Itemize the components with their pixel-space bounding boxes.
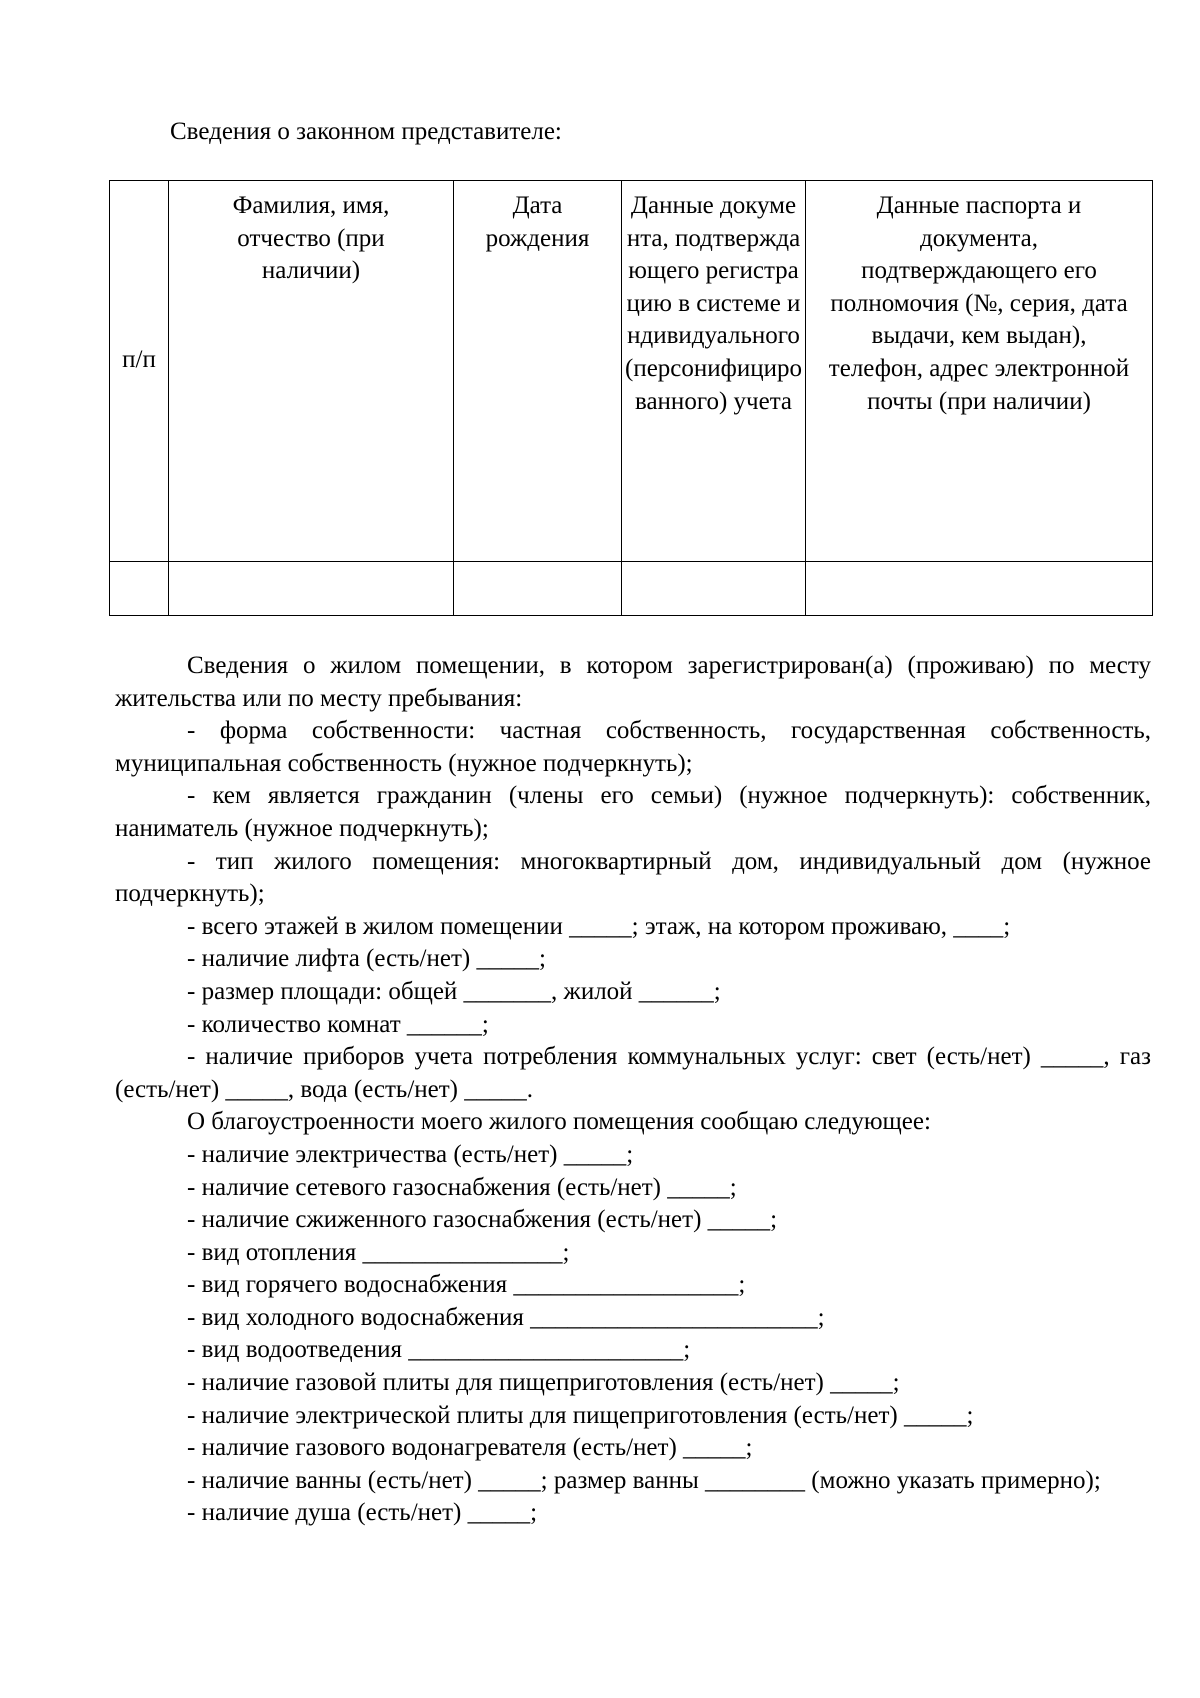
header-full-name: Фамилия, имя, отчество (при наличии) <box>169 181 454 562</box>
elevator-line: - наличие лифта (есть/нет) _____; <box>187 945 546 973</box>
dwelling-intro-paragraph: Сведения о жилом помещении, в котором зарегистрирован(а) (проживаю) по месту жительства или по месту пребывания: <box>115 652 1151 712</box>
citizen-status-line: - кем является гражданин (члены его семьи) (нужное подчеркнуть): собственник, наниматель (нужное подчеркнуть); <box>115 782 1151 842</box>
heating-line: - вид отопления ________________; <box>187 1238 570 1266</box>
hot-water-line: - вид горячего водоснабжения __________________; <box>187 1271 746 1299</box>
amenities-intro-line: О благоустроенности моего жилого помещения сообщаю следующее: <box>187 1108 931 1136</box>
header-passport-data: Данные паспорта и документа, подтверждающего его полномочия (№, серия, дата выдачи, кем выдан), телефон, адрес электронной почты (при наличии) <box>806 181 1153 562</box>
table-cell[interactable] <box>454 562 622 616</box>
table-header-row <box>110 181 1153 562</box>
table-cell[interactable] <box>806 562 1153 616</box>
cold-water-line: - вид холодного водоснабжения _______________________; <box>187 1303 825 1331</box>
legal-representative-heading: Сведения о законном представителе: <box>170 118 562 145</box>
table-cell[interactable] <box>110 562 169 616</box>
header-birth-date: Дата рождения <box>454 181 622 562</box>
liquefied-gas-line: - наличие сжиженного газоснабжения (есть/нет) _____; <box>187 1206 778 1234</box>
electricity-line: - наличие электричества (есть/нет) _____; <box>187 1140 634 1168</box>
legal-representative-table <box>109 180 1153 616</box>
floors-line: - всего этажей в жилом помещении _____; этаж, на котором проживаю, ____; <box>187 912 1011 940</box>
meters-line: - наличие приборов учета потребления коммунальных услуг: свет (есть/нет) _____, газ (есть/нет) _____, вода (есть/нет) _____. <box>115 1043 1151 1103</box>
rooms-line: - количество комнат ______; <box>187 1010 489 1038</box>
sewerage-line: - вид водоотведения ______________________; <box>187 1336 691 1364</box>
bathtub-line: - наличие ванны (есть/нет) _____; размер ванны ________ (можно указать примерно); <box>187 1466 1101 1494</box>
dwelling-type-line: - тип жилого помещения: многоквартирный дом, индивидуальный дом (нужное подчеркнуть); <box>115 847 1151 908</box>
table-row <box>110 562 1153 616</box>
table-cell[interactable] <box>169 562 454 616</box>
shower-line: - наличие душа (есть/нет) _____; <box>187 1499 538 1527</box>
header-registration-document: Данные документа, подтверждающего регистрацию в системе индивидуального (персонифицированного) учета <box>622 181 806 562</box>
ownership-form-line: - форма собственности: частная собственность, государственная собственность, муниципальная собственность (нужное подчеркнуть); <box>115 717 1151 777</box>
area-line: - размер площади: общей _______, жилой ______; <box>187 977 721 1005</box>
dwelling-info-section <box>115 650 1151 1530</box>
electric-stove-line: - наличие электрической плиты для пищеприготовления (есть/нет) _____; <box>187 1401 974 1429</box>
header-number: п/п <box>110 181 169 562</box>
gas-water-heater-line: - наличие газового водонагревателя (есть/нет) _____; <box>187 1434 753 1462</box>
table-cell[interactable] <box>622 562 806 616</box>
network-gas-line: - наличие сетевого газоснабжения (есть/нет) _____; <box>187 1173 737 1201</box>
gas-stove-line: - наличие газовой плиты для пищеприготовления (есть/нет) _____; <box>187 1369 900 1397</box>
